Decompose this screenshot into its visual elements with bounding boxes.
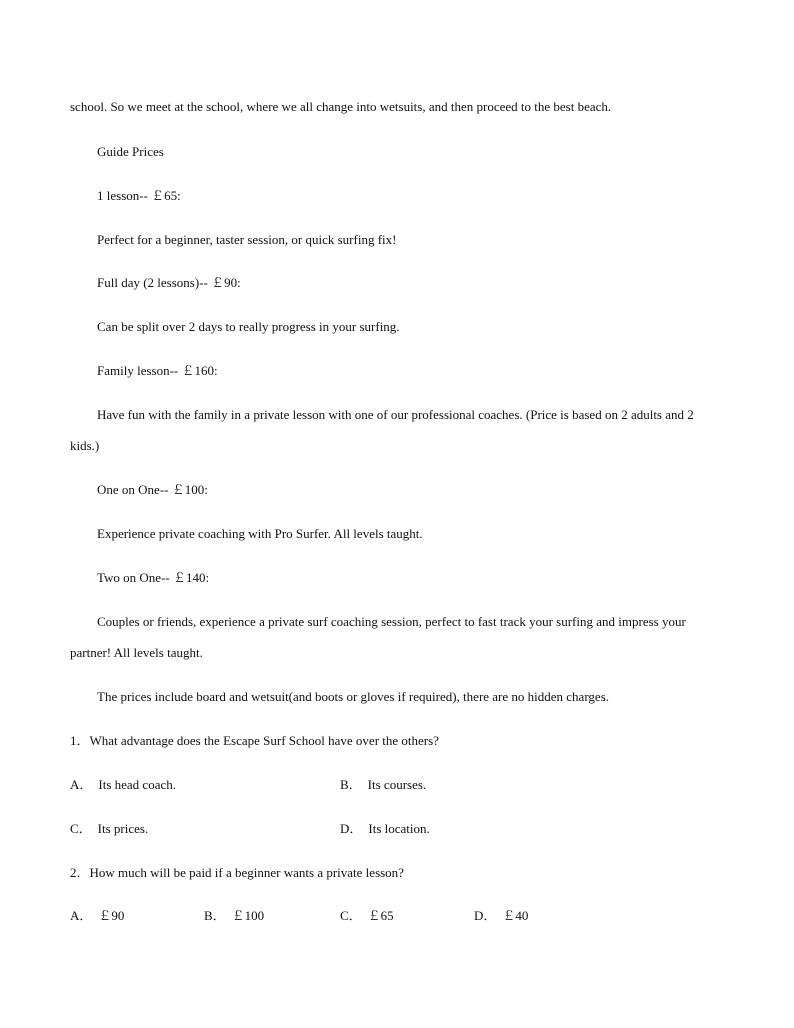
- option-label: B．: [204, 908, 226, 923]
- question-1: [70, 733, 439, 749]
- option-label: A．: [70, 908, 93, 923]
- passage-intro-tail: school. So we meet at the school, where we all change into wetsuits, and then proceed to the best beach.: [70, 99, 612, 114]
- price-one-on-one: One on One-- ￡100:: [97, 482, 208, 497]
- option-text: Its courses.: [367, 777, 427, 792]
- question-text: How much will be paid if a beginner wants a private lesson?: [89, 865, 404, 880]
- section-heading: Guide Prices: [97, 144, 164, 159]
- desc-full-day: Can be split over 2 days to really progress in your surfing.: [97, 319, 400, 334]
- option-text: Its location.: [368, 821, 430, 836]
- price-full-day: Full day (2 lessons)-- ￡90:: [97, 275, 241, 290]
- option-text: ￡90: [98, 908, 125, 923]
- desc-family-lesson-line2: kids.): [70, 438, 100, 453]
- question-number: 1．: [70, 733, 90, 748]
- question-text: What advantage does the Escape Surf School have over the others?: [89, 733, 439, 748]
- q1-option-d[interactable]: [340, 821, 430, 837]
- desc-1-lesson: Perfect for a beginner, taster session, or quick surfing fix!: [97, 232, 397, 247]
- q2-option-a[interactable]: [70, 908, 124, 924]
- option-label: C．: [70, 821, 92, 836]
- option-label: D．: [474, 908, 497, 923]
- option-text: Its prices.: [97, 821, 149, 836]
- option-text: ￡100: [231, 908, 265, 923]
- desc-one-on-one: Experience private coaching with Pro Surfer. All levels taught.: [97, 526, 423, 541]
- option-label: D．: [340, 821, 363, 836]
- q2-option-b[interactable]: [204, 908, 264, 924]
- option-text: Its head coach.: [98, 777, 176, 792]
- q1-option-a[interactable]: [70, 777, 176, 793]
- price-family-lesson: Family lesson-- ￡160:: [97, 363, 218, 378]
- option-label: B．: [340, 777, 362, 792]
- question-number: 2．: [70, 865, 90, 880]
- option-text: ￡65: [367, 908, 394, 923]
- q1-option-c[interactable]: [70, 821, 148, 837]
- desc-family-lesson-line1: Have fun with the family in a private lesson with one of our professional coaches. (Price is based on 2 adults and 2: [97, 407, 694, 422]
- q2-option-d[interactable]: [474, 908, 528, 924]
- option-text: ￡40: [502, 908, 529, 923]
- desc-two-on-one-line2: partner! All levels taught.: [70, 645, 203, 660]
- price-two-on-one: Two on One-- ￡140:: [97, 570, 210, 585]
- q1-option-b[interactable]: [340, 777, 426, 793]
- passage-closing: The prices include board and wetsuit(and boots or gloves if required), there are no hidden charges.: [97, 689, 610, 704]
- price-1-lesson: 1 lesson-- ￡65:: [97, 188, 181, 203]
- question-2: [70, 865, 404, 881]
- option-label: C．: [340, 908, 362, 923]
- desc-two-on-one-line1: Couples or friends, experience a private surf coaching session, perfect to fast track your surfing and impress your: [97, 614, 686, 629]
- q2-option-c[interactable]: [340, 908, 394, 924]
- option-label: A．: [70, 777, 93, 792]
